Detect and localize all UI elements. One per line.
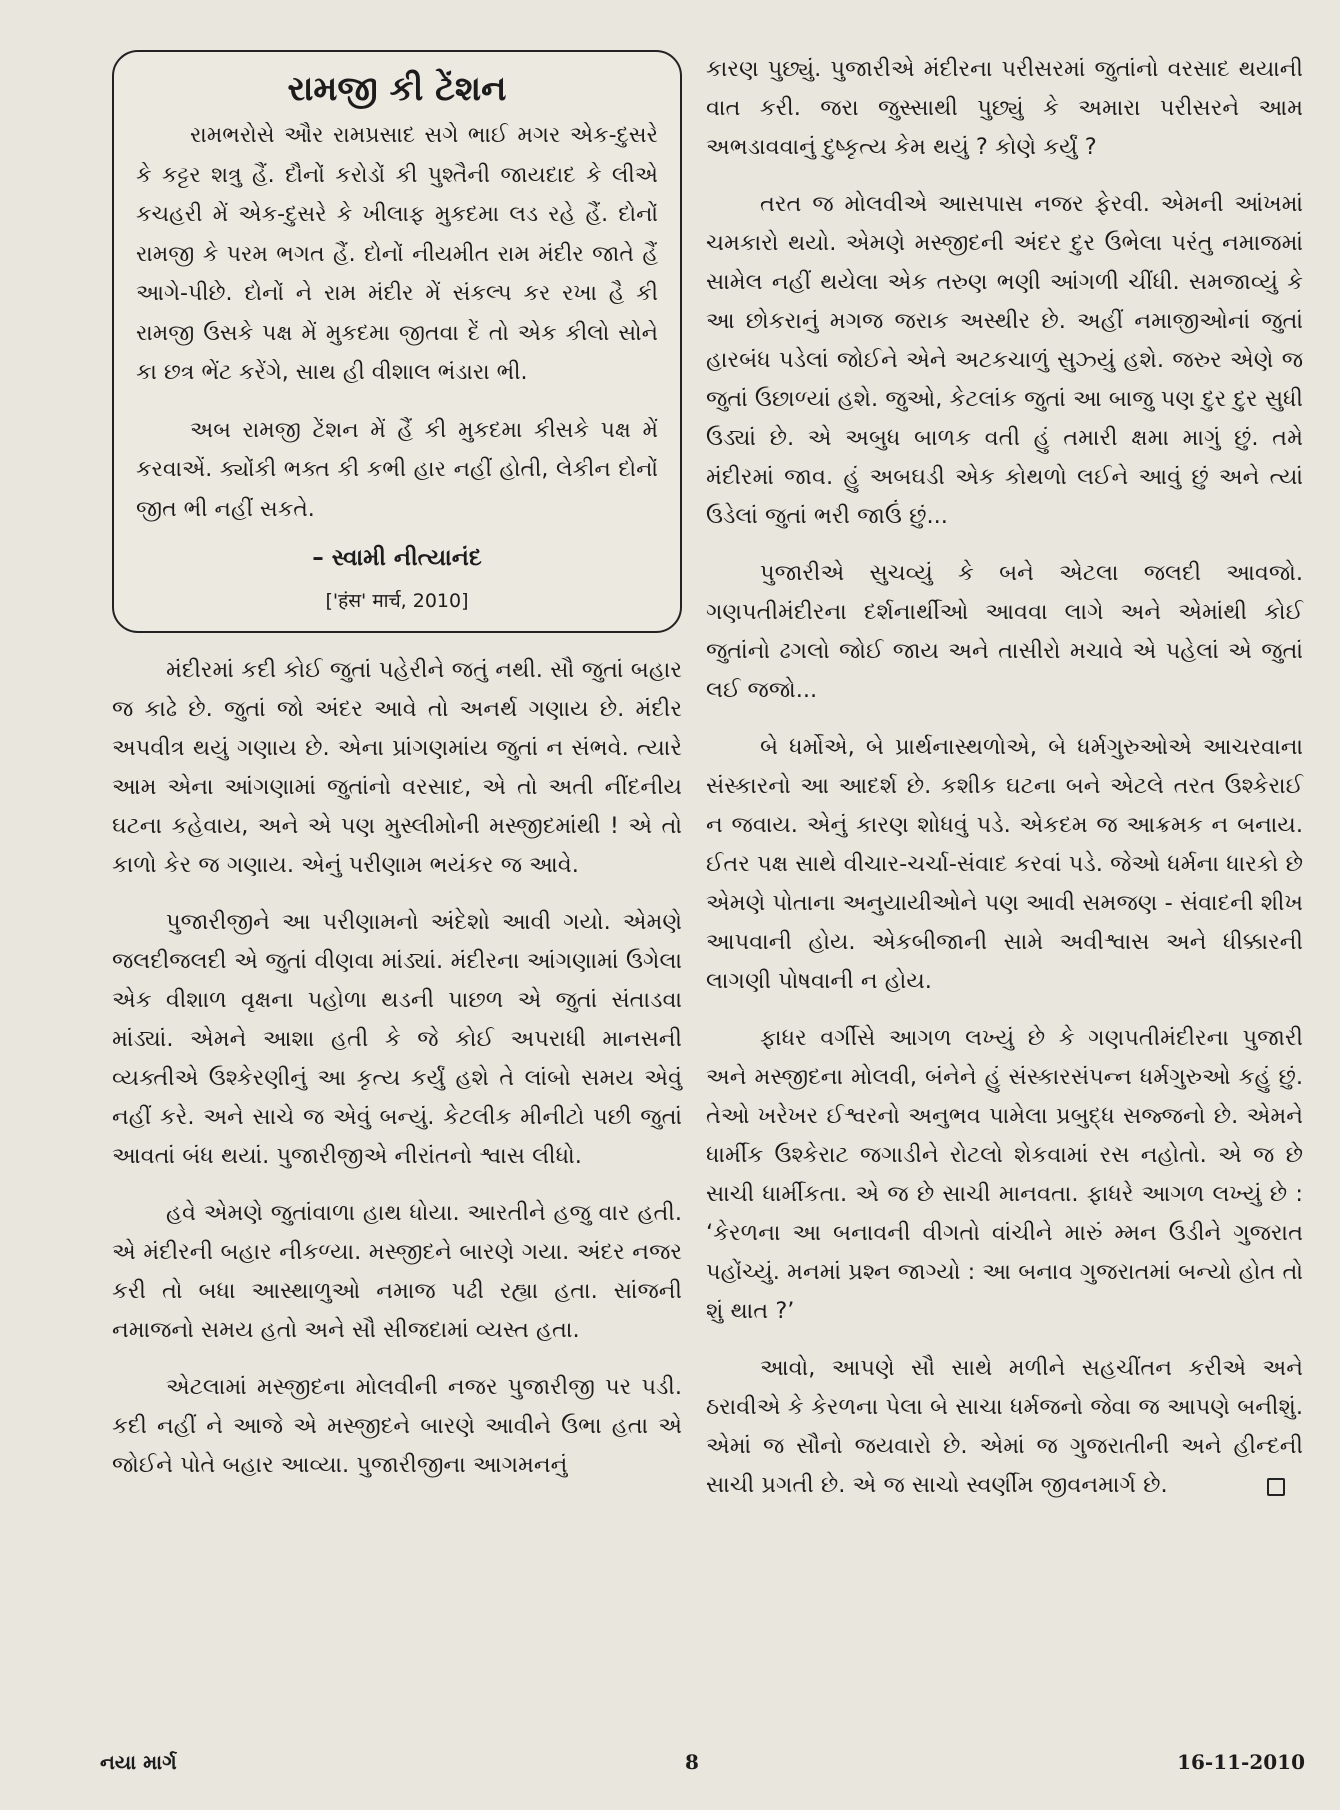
- left-column: [112, 50, 682, 1485]
- quote-box: [112, 50, 682, 633]
- box-paragraph: અબ રામજી ટેંશન મેં હૈં કી મુકદમા કીસકે પક્ષ મેં કરવાએં. ક્યોંકી ભક્ત કી કભી હાર નહીં હોતી, લેકીન દોનોં જીત ભી નહીં સકતે.: [136, 417, 658, 522]
- box-source: ['हंस' मार्च, 2010]: [325, 590, 469, 612]
- article-paragraph: એટલામાં મસ્જીદના મોલવીની નજર પુજારીજી પર પડી. કદી નહીં ને આજે એ મસ્જીદને બારણે આવીને ઉભા હતા એ જોઈને પોતે બહાર આવ્યા. પુજારીજીના આગમનનું: [112, 1374, 682, 1478]
- article-paragraph: પુજારીજીને આ પરીણામનો અંદેશો આવી ગયો. એમણે જલદીજલદી એ જુતાં વીણવા માંડ્યાં. મંદીરના આંગણામાં ઉગેલા એક વીશાળ વૃક્ષના પહોળા થડની પાછળ એ જુતાં સંતાડવા માંડ્યાં. એમને આશા હતી કે જે કોઈ અપરાધી માનસની વ્યક્તીએ ઉશ્કેરણીનું આ કૃત્ય કર્યું હશે તે લાંબો સમય એવું નહીં કરે. અને સાચે જ એવું બન્યું. કેટલીક મીનીટો પછી જુતાં આવતાં બંધ થયાં. પુજારીજીએ નીરાંતનો શ્વાસ લીધો.: [112, 909, 682, 1169]
- article-paragraph-text: આવો, આપણે સૌ સાથે મળીને સહચીંતન કરીએ અને ઠરાવીએ કે કેરળના પેલા બે સાચા ધર્મજનો જેવા જ આપણે બનીશું. એમાં જ સૌનો જયવારો છે. એમાં જ ગુજરાતીની અને હીન્દની સાચી પ્રગતી છે. એ જ સાચો સ્વર્ણીમ જીવનમાર્ગ છે.: [706, 1355, 1303, 1498]
- right-column: [706, 50, 1303, 1505]
- article-paragraph: પુજારીએ સુચવ્યું કે બને એટલા જલદી આવજો. ગણપતીમંદીરના દર્શનાર્થીઓ આવવા લાગે અને એમાંથી કોઈ જુતાંનો ઢગલો જોઈ જાય અને તાસીરો મચાવે એ પહેલાં એ જુતાં લઈ જજો...: [706, 560, 1303, 703]
- article-paragraph: મંદીરમાં કદી કોઈ જુતાં પહેરીને જતું નથી. સૌ જુતાં બહાર જ કાઢે છે. જુતાં જો અંદર આવે તો અનર્થ ગણાય છે. મંદીર અપવીત્ર થયું ગણાય છે. એના પ્રાંગણમાંય જુતાં ન સંભવે. ત્યારે આમ એના આંગણામાં જુતાંનો વરસાદ, એ તો અતી નીંદનીય ઘટના કહેવાય, અને એ પણ મુસ્લીમોની મસ્જીદમાંથી ! એ તો કાળો કેર જ ગણાય. એનું પરીણામ ભયંકર જ આવે.: [112, 657, 682, 878]
- page-footer: [100, 1750, 1305, 1790]
- article-paragraph: હવે એમણે જુતાંવાળા હાથ ધોયા. આરતીને હજુ વાર હતી. એ મંદીરની બહાર નીકળ્યા. મસ્જીદને બારણે ગયા. અંદર નજર કરી તો બધા આસ્થાળુઓ નમાજ પઢી રહ્યા હતા. સાંજની નમાજનો સમય હતો અને સૌ સીજદામાં વ્યસ્ત હતા.: [112, 1200, 682, 1343]
- article-paragraph: બે ધર્મોએ, બે પ્રાર્થનાસ્થળોએ, બે ધર્મગુરુઓએ આચરવાના સંસ્કારનો આ આદર્શ છે. કશીક ઘટના બને એટલે તરત ઉશ્કેરાઈ ન જવાય. એનું કારણ શોધવું પડે. એકદમ જ આક્રમક ન બનાય. ઈતર પક્ષ સાથે વીચાર-ચર્ચા-સંવાદ કરવાં પડે. જેઓ ધર્મના ધારકો છે એમણે પોતાના અનુયાયીઓને પણ આવી સમજણ - સંવાદની શીખ આપવાની હોય. એકબીજાની સામે અવીશ્વાસ અને ધીક્કારની લાગણી પોષવાની ન હોય.: [706, 734, 1303, 994]
- end-square-icon: [1267, 1478, 1285, 1496]
- article-paragraph: કારણ પુછ્યું. પુજારીએ મંદીરના પરીસરમાં જુતાંનો વરસાદ થયાની વાત કરી. જરા જુસ્સાથી પુછ્યું કે અમારા પરીસરને આમ અભડાવવાનું દુષ્કૃત્ય કેમ થયું ? કોણે કર્યું ?: [706, 56, 1303, 160]
- article-paragraph: તરત જ મોલવીએ આસપાસ નજર ફેરવી. એમની આંખમાં ચમકારો થયો. એમણે મસ્જીદની અંદર દુર ઉભેલા પરંતુ નમાજમાં સામેલ નહીં થયેલા એક તરુણ ભણી આંગળી ચીંધી. સમજાવ્યું કે આ છોકરાનું મગજ જરાક અસ્થીર છે. અહીં નમાજીઓનાં જુતાં હારબંધ પડેલાં જોઈને એને અટકચાળું સુઝ્યું હશે. જરુર એણે જ જુતાં ઉછાળ્યાં હશે. જુઓ, કેટલાંક જુતાં આ બાજુ પણ દુર દુર સુધી ઉડ્યાં છે. એ અબુધ બાળક વતી હું તમારી ક્ષમા માગું છું. તમે મંદીરમાં જાવ. હું અબઘડી એક કોથળો લઈને આવું છું અને ત્યાં ઉડેલાં જુતાં ભરી જાઉં છું...: [706, 191, 1303, 529]
- box-byline: – સ્વામી નીત્યાનંદ: [312, 545, 482, 571]
- footer-page-number: 8: [685, 1750, 699, 1774]
- article-paragraph-last: [706, 1349, 1303, 1505]
- footer-publication: નયા માર્ગ: [100, 1750, 177, 1774]
- article-paragraph: ફાધર વર્ગીસે આગળ લખ્યું છે કે ગણપતીમંદીરના પુજારી અને મસ્જીદના મોલવી, બંનેને હું સંસ્કારસંપન્ન ધર્મગુરુઓ કહું છું. તેઓ ખરેખર ઈશ્વરનો અનુભવ પામેલા પ્રબુદ્ધ સજ્જનો છે. એમને ધાર્મીક ઉશ્કેરાટ જગાડીને રોટલો શેકવામાં રસ નહોતો. એ જ છે સાચી ધાર્મીકતા. એ જ છે સાચી માનવતા. ફાધરે આગળ લખ્યું છે : ‘કેરળના આ બનાવની વીગતો વાંચીને મારું મ્મન ઉડીને ગુજરાત પહોંચ્યું. મનમાં પ્રશ્ન જાગ્યો : આ બનાવ ગુજરાતમાં બન્યો હોત તો શું થાત ?’: [706, 1025, 1303, 1324]
- box-paragraph: રામભરોસે ઔર રામપ્રસાદ સગે ભાઈ મગર એક-દુસરે કે કટ્ટર શત્રુ હૈં. દૌનોં કરોડોં કી પુશ્તૈની જાયદાદ કે લીએ કચહરી મેં એક-દુસરે કે ખીલાફ મુકદમા લડ રહે હૈં. દોનોં રામજી કે પરમ ભગત હૈં. દોનોં નીયમીત રામ મંદીર જાતે હૈં આગે-પીછે. દોનોં ને રામ મંદીર મેં સંકલ્પ કર રખા હૈ કી રામજી ઉસકે પક્ષ મેં મુકદમા જીતવા દેં તો એક કીલો સોને કા છત્ર ભેંટ કરેંગે, સાથ હી વીશાલ ભંડારા ભી.: [136, 123, 658, 385]
- footer-date: 16-11-2010: [1177, 1750, 1305, 1774]
- box-title: રામજી કી ટેંશન: [287, 69, 507, 109]
